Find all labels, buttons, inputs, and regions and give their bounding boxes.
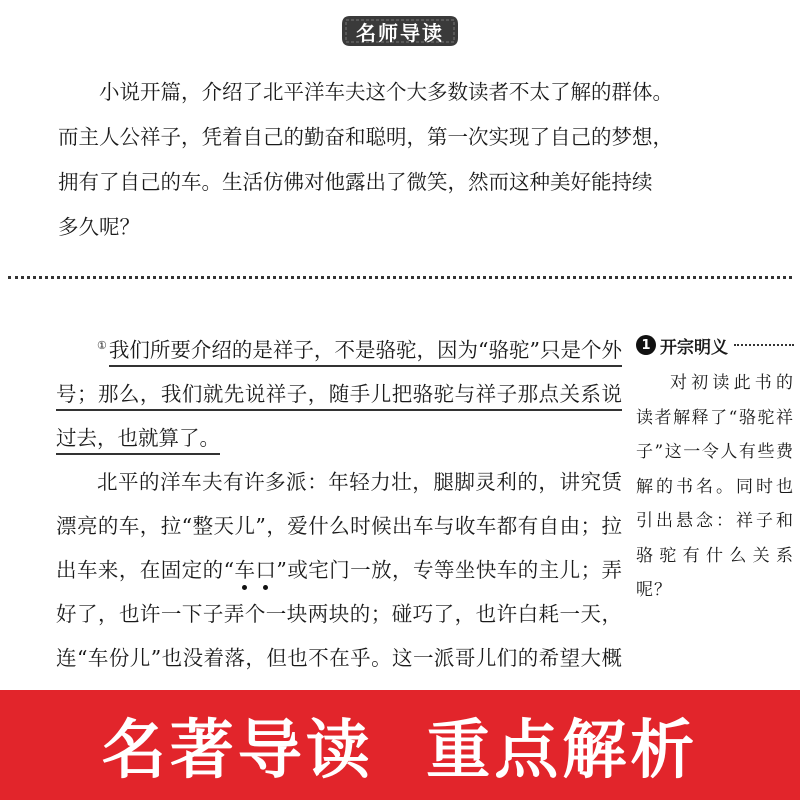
intro-line-4: 多久呢？: [58, 215, 140, 239]
intro-line-2: 而主人公祥子，凭着自己的勤奋和聪明，第一次实现了自己的梦想，: [58, 125, 673, 149]
emphasis-char-2: 口: [255, 557, 277, 582]
margin-note-header: [636, 330, 794, 360]
intro-line-3: 拥有了自己的车。生活仿佛对他露出了微笑，然而这种美好能持续: [58, 170, 653, 194]
paragraph-2-text-end: ”或宅门一放，专等坐快车的主儿；弄好了，也许一下子弄个一块两块的；碰巧了，也许白耗一天，连“车份儿”也没着落，但也不在乎。这一派哥儿们的希望大概: [56, 557, 623, 670]
margin-note-number-icon: 1: [636, 335, 656, 355]
margin-note-title: 开宗明义: [660, 337, 728, 358]
margin-note-header-rule: [734, 344, 794, 346]
paragraph-1-text: 我们所要介绍的是祥子，不是骆驼，因为“骆驼”只是个外号；那么，我们就先说祥子，随手儿把骆驼与祥子那点关系说过去，也就算了。: [56, 338, 622, 455]
paragraph-2: [56, 460, 622, 724]
emphasis-char-1: 车: [234, 557, 256, 582]
intro-line-1: 小说开篇，介绍了北平洋车夫这个大多数读者不太了解的群体。: [99, 80, 673, 104]
section-heading-text: 名师导读: [356, 20, 444, 45]
margin-note: [636, 330, 794, 608]
dotted-divider: [8, 276, 792, 279]
paragraph-1: [56, 324, 622, 460]
margin-note-body: [636, 366, 794, 608]
promo-banner-text: 名著导读 重点解析: [101, 714, 699, 788]
intro-block: [58, 70, 758, 250]
section-heading-badge: [340, 14, 460, 48]
promo-banner: [0, 690, 800, 800]
paragraph-2-text-start: 北平的洋车夫有许多派：年轻力壮，腿脚灵利的，讲究赁漂亮的车，拉“整天儿”，爱什么时候出车与收车都有自由；拉出车来，在固定的“: [56, 469, 622, 582]
margin-note-text: 对初读此书的读者解释了“骆驼祥子”这一令人有些费解的书名。同时也引出悬念：祥子和骆驼有什么关系呢？: [636, 373, 794, 600]
footnote-marker: ①: [97, 339, 107, 352]
main-text-body: [56, 324, 622, 724]
